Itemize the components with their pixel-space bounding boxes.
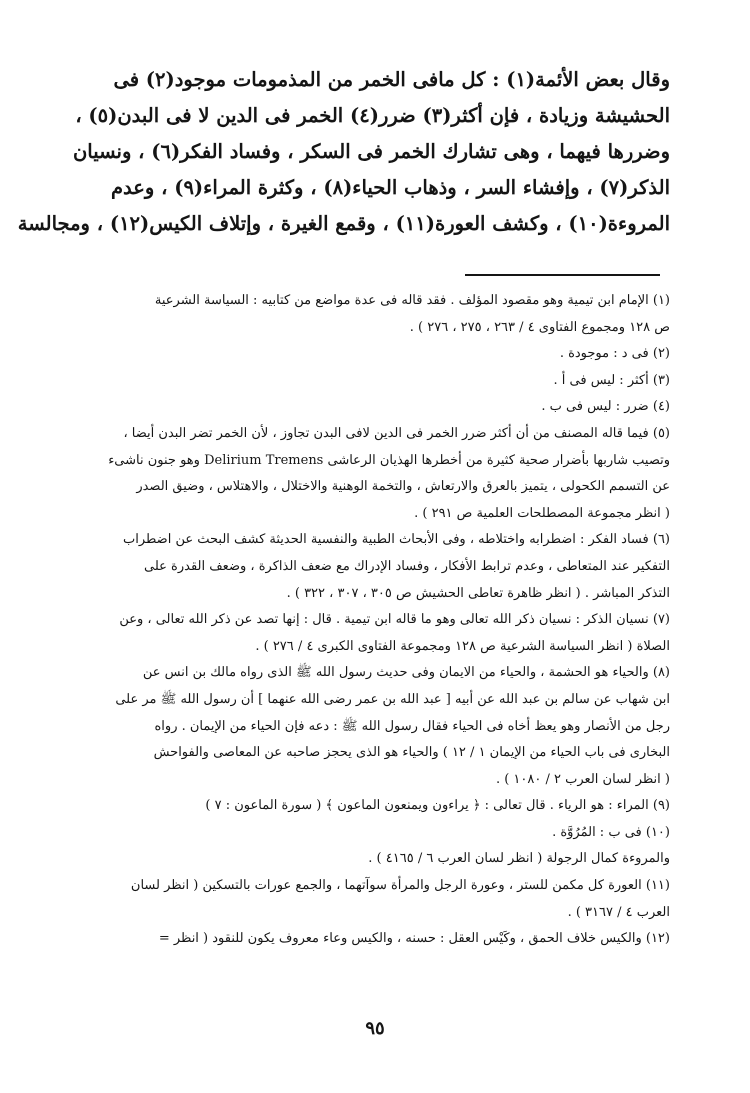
- main-paragraph: [17, 62, 670, 242]
- page-number: ٩٥: [365, 1018, 385, 1039]
- footnotes: [100, 288, 670, 953]
- footnote-line: (١) الإمام ابن تيمية وهو مقصود المؤلف . فقد قاله فى عدة مواضع من كتابيه : السياسة الشرعية: [154, 293, 670, 308]
- footnote-line: (١٢) والكيس خلاف الحمق ، وكَيْس العقل : حسنه ، والكيس وعاء معروف يكون للنقود ( انظر =: [158, 931, 670, 947]
- footnote-line: (٦) فساد الفكر : اضطرابه واختلاطه ، وفى الأبحاث الطبية والنفسية الحديثة كشف البحث عن اضطراب: [122, 532, 670, 548]
- footnote-line: (٤) ضرر : ليس فى ب .: [541, 399, 670, 415]
- footnote-line: عن التسمم الكحولى ، يتميز بالعرق والارتعاش ، والتخمة الوهنية والاختلال ، والاهتلاس ، وضيق الصدر: [136, 479, 670, 495]
- footnote-line: (٧) نسيان الذكر : نسيان ذكر الله تعالى وهو ما قاله ابن تيمية . قال : إنها تصد عن ذكر الله تعالى ، وعن: [119, 612, 670, 628]
- footnote-line: التذكر المباشر . ( انظر ظاهرة تعاطى الحشيش ص ٣٠٥ ، ٣٠٧ ، ٣٢٢ ) .: [286, 585, 670, 601]
- footnote-line: (١١) العورة كل مكمن للستر ، وعورة الرجل والمرأة سوآتهما ، والجمع عورات بالتسكين ( انظر لسان: [130, 878, 670, 894]
- footnote-line: (٣) أكثر : ليس فى أ .: [553, 372, 670, 388]
- footnote-line: ص ١٢٨ ومجموع الفتاوى ٤ / ٢٦٣ ، ٢٧٥ ، ٢٧٦ ) .: [409, 319, 670, 335]
- footnote-separator: [465, 274, 660, 276]
- main-line: المروءة(١٠) ، وكشف العورة(١١) ، وقمع الغيرة ، وإتلاف الكيس(١٢) ، ومجالسة: [17, 212, 670, 235]
- footnote-line: ابن شهاب عن سالم بن عبد الله عن أبيه [ عبد الله بن عمر رضى الله عنهما ] أن رسول الله ﷺ مر على: [115, 691, 670, 707]
- footnote-line: (٨) والحياء هو الحشمة ، والحياء من الايمان وفى حديث رسول الله ﷺ الذى رواه مالك بن انس عن: [142, 665, 670, 681]
- footnote-line: رجل من الأنصار وهو يعظ أخاه فى الحياء فقال رسول الله ﷺ : دعه فإن الحياء من الإيمان . رواه: [154, 718, 670, 734]
- footnote-line: والمروءة كمال الرجولة ( انظر لسان العرب ٦ / ٤١٦٥ ) .: [368, 851, 670, 867]
- main-line: وضررها فيهما ، وهى تشارك الخمر فى السكر ، وفساد الفكر(٦) ، ونسيان: [72, 140, 670, 163]
- footnote-line: (٢) فى د : موجودة .: [559, 346, 670, 362]
- footnote-line: (٩) المراء : هو الرياء . قال تعالى : ﴿ يراءون ويمنعون الماعون ﴾ ( سورة الماعون : ٧ ): [205, 798, 670, 814]
- footnote-line: (١٠) فى ب : المُرُوَّة .: [552, 824, 670, 840]
- main-line: وقال بعض الأئمة(١) : كل مافى الخمر من المذمومات موجود(٢) فى: [113, 68, 670, 91]
- main-line: الحشيشة وزيادة ، فإن أكثر(٣) ضرر(٤) الخمر فى الدين لا فى البدن(٥) ،: [75, 104, 670, 127]
- footnote-line: ( انظر لسان العرب ٢ / ١٠٨٠ ) .: [495, 771, 670, 787]
- footnote-line: التفكير عند المتعاطى ، وعدم ترابط الأفكار ، وفساد الإدراك مع ضعف الذاكرة ، وضعف القدرة على: [144, 558, 670, 574]
- footnote-line: ( انظر مجموعة المصطلحات العلمية ص ٢٩١ ) .: [414, 505, 670, 521]
- footnote-line: وتصيب شاربها بأضرار صحية كثيرة من أخطرها الهذيان الرعاشى Delirium Tremens وهو جنون ناشىء: [108, 452, 670, 468]
- footnote-line: العرب ٤ / ٣١٦٧ ) .: [567, 904, 670, 920]
- main-line: الذكر(٧) ، وإفشاء السر ، وذهاب الحياء(٨) ، وكثرة المراء(٩) ، وعدم: [110, 176, 670, 199]
- footnote-line: الصلاة ( انظر السياسة الشرعية ص ١٢٨ ومجموعة الفتاوى الكبرى ٤ / ٢٧٦ ) .: [255, 638, 670, 654]
- footnote-line: البخارى فى باب الحياء من الإيمان ١ / ١٢ ) والحياء هو الذى يحجز صاحبه عن المعاصى والفواحش: [153, 745, 670, 761]
- footnote-line: (٥) فيما قاله المصنف من أن أكثر ضرر الخمر فى الدين لافى البدن تجاوز ، لأن الخمر تضر البدن أيضا ،: [123, 425, 670, 441]
